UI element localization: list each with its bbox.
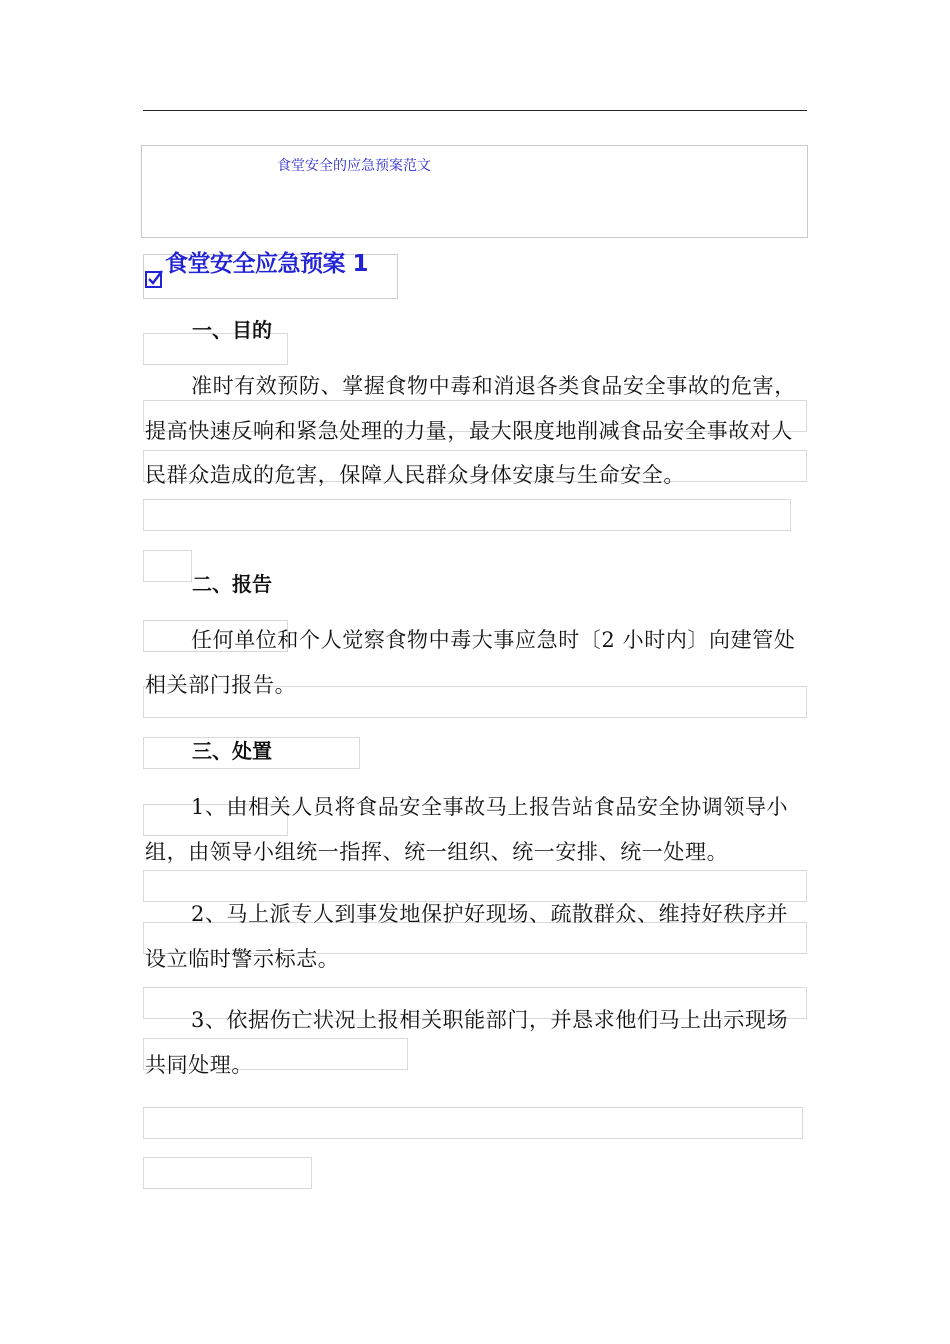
layout-frame — [143, 1157, 312, 1189]
header-title: 食堂安全的应急预案范文 — [277, 158, 431, 174]
layout-frame — [143, 499, 791, 531]
paragraph-report: 任何单位和个人觉察食物中毒大事应急时〔2 小时内〕向建管处相关部门报告。 — [145, 628, 796, 697]
paragraph-purpose: 准时有效预防、掌握食物中毒和消退各类食品安全事故的危害，提高快速反响和紧急处理的力量，最大限度地削减食品安全事故对人民群众造成的危害，保障人民群众身体安康与生命安全。 — [145, 374, 796, 487]
section-heading-report: 二、报告 — [192, 572, 272, 596]
checkbox-icon — [145, 270, 163, 288]
header-box — [141, 145, 808, 238]
document-title: 食堂安全应急预案 1 — [165, 251, 369, 277]
header-rule — [143, 110, 807, 111]
paragraph-handling-3: 3、依据伤亡状况上报相关职能部门，并恳求他们马上出示现场共同处理。 — [145, 1008, 789, 1077]
layout-frame — [143, 550, 192, 582]
paragraph-handling-2: 2、马上派专人到事发地保护好现场、疏散群众、维持好秩序并设立临时警示标志。 — [145, 902, 789, 971]
layout-frame — [143, 1107, 803, 1139]
section-heading-handling: 三、处置 — [192, 739, 272, 763]
section-heading-purpose: 一、目的 — [192, 318, 272, 342]
paragraph-handling-1: 1、由相关人员将食品安全事故马上报告站食品安全协调领导小组，由领导小组统一指挥、统一组织、统一安排、统一处理。 — [145, 795, 789, 864]
